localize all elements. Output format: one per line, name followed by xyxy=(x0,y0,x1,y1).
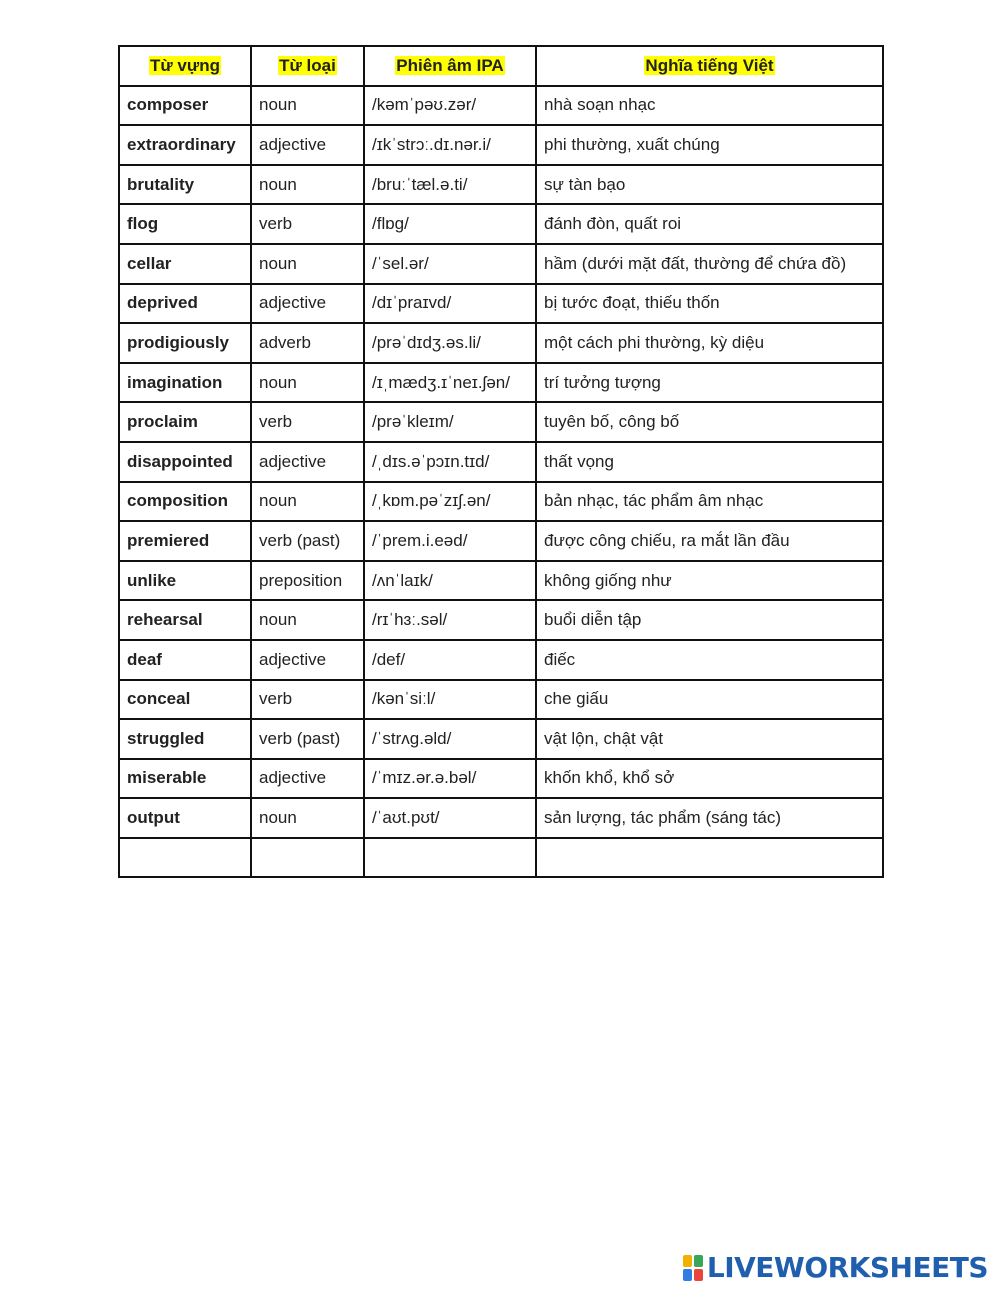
cell-ipa: /ʌnˈlaɪk/ xyxy=(364,561,536,601)
cell-word: output xyxy=(119,798,251,838)
cell-part-of-speech: noun xyxy=(251,482,364,522)
cell-meaning: một cách phi thường, kỳ diệu xyxy=(536,323,883,363)
table-row xyxy=(119,86,883,126)
cell-meaning: trí tưởng tượng xyxy=(536,363,883,403)
cell-ipa: /ˌkɒm.pəˈzɪʃ.ən/ xyxy=(364,482,536,522)
cell-word: conceal xyxy=(119,680,251,720)
cell-part-of-speech: noun xyxy=(251,363,364,403)
liveworksheets-logo xyxy=(683,1251,988,1284)
cell-part-of-speech: noun xyxy=(251,600,364,640)
cell-part-of-speech: verb xyxy=(251,680,364,720)
cell-ipa: /ɪkˈstrɔː.dɪ.nər.i/ xyxy=(364,125,536,165)
cell-part-of-speech: noun xyxy=(251,165,364,205)
cell-word: premiered xyxy=(119,521,251,561)
table-row xyxy=(119,719,883,759)
table-row xyxy=(119,521,883,561)
table-row xyxy=(119,363,883,403)
cell-ipa: /ˈaʊt.pʊt/ xyxy=(364,798,536,838)
cell-ipa: /dɪˈpraɪvd/ xyxy=(364,284,536,324)
cell-word: prodigiously xyxy=(119,323,251,363)
cell-part-of-speech: adjective xyxy=(251,759,364,799)
cell-meaning: không giống như xyxy=(536,561,883,601)
table-row xyxy=(119,204,883,244)
cell-meaning: được công chiếu, ra mắt lần đầu xyxy=(536,521,883,561)
cell-word: composer xyxy=(119,86,251,126)
cell-ipa: /ɪˌmædʒ.ɪˈneɪ.ʃən/ xyxy=(364,363,536,403)
cell-word: deaf xyxy=(119,640,251,680)
cell-word: deprived xyxy=(119,284,251,324)
cell-word: flog xyxy=(119,204,251,244)
cell-ipa: /ˌdɪs.əˈpɔɪn.tɪd/ xyxy=(364,442,536,482)
cell-word: disappointed xyxy=(119,442,251,482)
cell-part-of-speech: noun xyxy=(251,86,364,126)
table-row xyxy=(119,838,883,878)
cell-part-of-speech: verb (past) xyxy=(251,719,364,759)
table-row xyxy=(119,561,883,601)
cell-ipa: /prəˈdɪdʒ.əs.li/ xyxy=(364,323,536,363)
header-part-of-speech-label: Từ loại xyxy=(279,55,336,75)
header-ipa-label: Phiên âm IPA xyxy=(396,55,504,75)
cell-word: brutality xyxy=(119,165,251,205)
cell-meaning: thất vọng xyxy=(536,442,883,482)
cell-word: composition xyxy=(119,482,251,522)
header-meaning-label: Nghĩa tiếng Việt xyxy=(645,55,774,75)
header-part-of-speech xyxy=(251,46,364,86)
cell-meaning: điếc xyxy=(536,640,883,680)
cell-part-of-speech: adjective xyxy=(251,640,364,680)
cell-ipa xyxy=(364,838,536,878)
table-row xyxy=(119,323,883,363)
header-word xyxy=(119,46,251,86)
table-row xyxy=(119,759,883,799)
liveworksheets-logo-icon xyxy=(683,1255,703,1281)
header-meaning xyxy=(536,46,883,86)
table-row xyxy=(119,244,883,284)
cell-ipa: /def/ xyxy=(364,640,536,680)
cell-meaning: bản nhạc, tác phẩm âm nhạc xyxy=(536,482,883,522)
cell-meaning: phi thường, xuất chúng xyxy=(536,125,883,165)
cell-part-of-speech: verb xyxy=(251,402,364,442)
vocabulary-table xyxy=(118,45,884,878)
table-row xyxy=(119,125,883,165)
table-header-row xyxy=(119,46,883,86)
cell-word: imagination xyxy=(119,363,251,403)
cell-part-of-speech: noun xyxy=(251,798,364,838)
table-row xyxy=(119,798,883,838)
cell-word: proclaim xyxy=(119,402,251,442)
cell-part-of-speech: adverb xyxy=(251,323,364,363)
cell-word: rehearsal xyxy=(119,600,251,640)
cell-ipa: /bruːˈtæl.ə.ti/ xyxy=(364,165,536,205)
cell-meaning: vật lộn, chật vật xyxy=(536,719,883,759)
cell-ipa: /rɪˈhɜː.səl/ xyxy=(364,600,536,640)
cell-ipa: /ˈmɪz.ər.ə.bəl/ xyxy=(364,759,536,799)
cell-meaning xyxy=(536,838,883,878)
table-row xyxy=(119,600,883,640)
cell-word: cellar xyxy=(119,244,251,284)
cell-ipa: /kənˈsiːl/ xyxy=(364,680,536,720)
cell-meaning: nhà soạn nhạc xyxy=(536,86,883,126)
header-word-label: Từ vựng xyxy=(150,55,220,75)
cell-word: struggled xyxy=(119,719,251,759)
cell-meaning: tuyên bố, công bố xyxy=(536,402,883,442)
cell-ipa: /ˈprem.i.eəd/ xyxy=(364,521,536,561)
cell-ipa: /flɒɡ/ xyxy=(364,204,536,244)
cell-part-of-speech: preposition xyxy=(251,561,364,601)
cell-meaning: khốn khổ, khổ sở xyxy=(536,759,883,799)
cell-meaning: sự tàn bạo xyxy=(536,165,883,205)
cell-meaning: đánh đòn, quất roi xyxy=(536,204,883,244)
cell-word xyxy=(119,838,251,878)
logo-text: LIVEWORKSHEETS xyxy=(706,1251,988,1284)
cell-part-of-speech: verb xyxy=(251,204,364,244)
cell-word: extraordinary xyxy=(119,125,251,165)
cell-meaning: bị tước đoạt, thiếu thốn xyxy=(536,284,883,324)
cell-part-of-speech xyxy=(251,838,364,878)
cell-meaning: sản lượng, tác phẩm (sáng tác) xyxy=(536,798,883,838)
cell-word: unlike xyxy=(119,561,251,601)
table-row xyxy=(119,165,883,205)
cell-part-of-speech: verb (past) xyxy=(251,521,364,561)
table-row xyxy=(119,680,883,720)
cell-part-of-speech: adjective xyxy=(251,442,364,482)
table-body xyxy=(119,86,883,878)
table-row xyxy=(119,482,883,522)
cell-ipa: /ˈstrʌɡ.əld/ xyxy=(364,719,536,759)
table-row xyxy=(119,402,883,442)
table-row xyxy=(119,640,883,680)
table-row xyxy=(119,442,883,482)
table-row xyxy=(119,284,883,324)
cell-part-of-speech: adjective xyxy=(251,125,364,165)
cell-meaning: buổi diễn tập xyxy=(536,600,883,640)
cell-ipa: /ˈsel.ər/ xyxy=(364,244,536,284)
cell-ipa: /kəmˈpəʊ.zər/ xyxy=(364,86,536,126)
cell-meaning: hầm (dưới mặt đất, thường để chứa đồ) xyxy=(536,244,883,284)
cell-part-of-speech: adjective xyxy=(251,284,364,324)
header-ipa xyxy=(364,46,536,86)
cell-word: miserable xyxy=(119,759,251,799)
cell-ipa: /prəˈkleɪm/ xyxy=(364,402,536,442)
cell-meaning: che giấu xyxy=(536,680,883,720)
cell-part-of-speech: noun xyxy=(251,244,364,284)
